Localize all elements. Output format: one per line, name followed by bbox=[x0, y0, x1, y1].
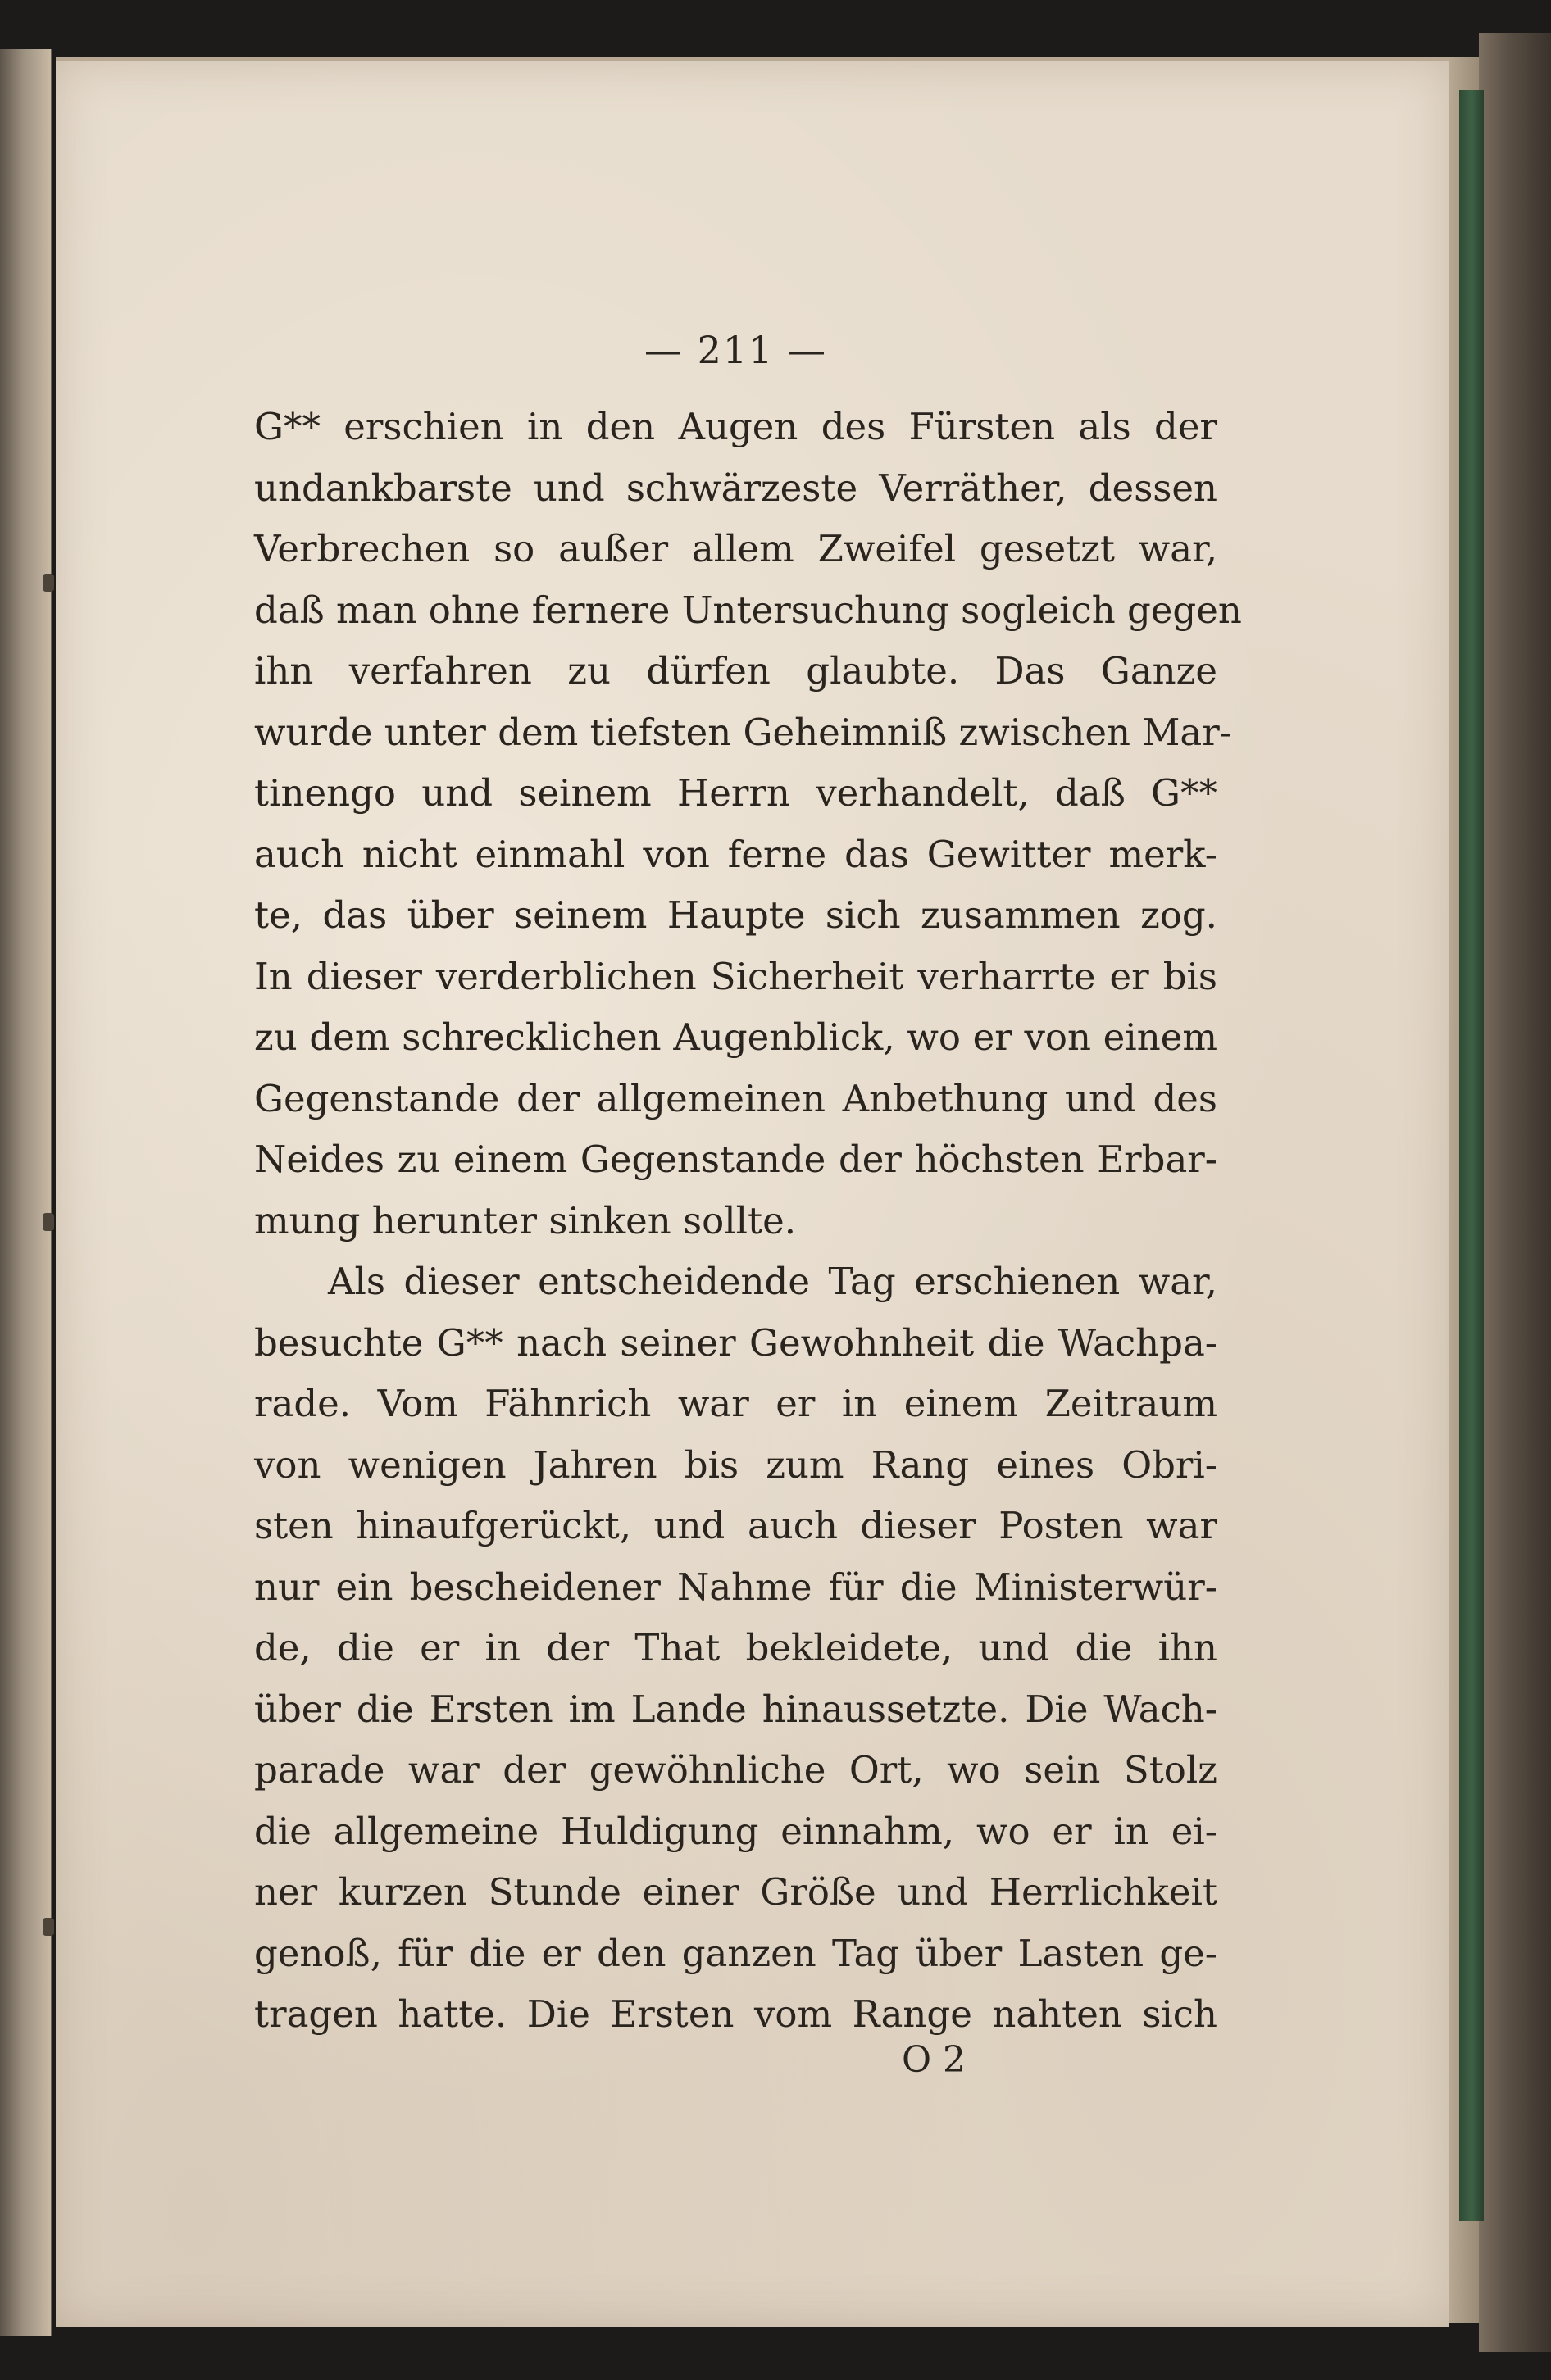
text-line: tinengo und seinem Herrn verhandelt, daß G** bbox=[254, 771, 1217, 815]
text-line: Neides zu einem Gegenstande der höchsten Erbar- bbox=[254, 1138, 1217, 1181]
text-line: daß man ohne fernere Untersuchung sogleich gegen bbox=[254, 588, 1242, 632]
text-line: mung herunter sinken sollte. bbox=[254, 1198, 797, 1242]
previous-page-edge bbox=[0, 49, 52, 2336]
text-line: über die Ersten im Lande hinaussetzte. Die Wach- bbox=[254, 1687, 1217, 1731]
text-line: zu dem schrecklichen Augenblick, wo er von einem bbox=[254, 1015, 1217, 1059]
text-line: In dieser verderblichen Sicherheit verharrte er bis bbox=[254, 954, 1217, 998]
book-binding bbox=[1479, 33, 1551, 2352]
text-line: sten hinaufgerückt, und auch dieser Posten war bbox=[254, 1504, 1217, 1547]
text-line: rade. Vom Fähnrich war er in einem Zeitraum bbox=[254, 1382, 1217, 1425]
text-line: de, die er in der That bekleidete, und die ihn bbox=[254, 1626, 1217, 1669]
text-line: Als dieser entscheidende Tag erschienen war, bbox=[328, 1260, 1217, 1303]
text-line: von wenigen Jahren bis zum Rang eines Obri- bbox=[254, 1442, 1217, 1487]
text-line: parade war der gewöhnliche Ort, wo sein Stolz bbox=[254, 1748, 1217, 1792]
text-line: tragen hatte. Die Ersten vom Range nahten sich bbox=[254, 1992, 1217, 2036]
text-line: ner kurzen Stunde einer Größe und Herrlichkeit bbox=[254, 1870, 1217, 1914]
page-text-block bbox=[254, 328, 1242, 2046]
binding-stitch bbox=[43, 1918, 54, 1936]
text-line: genoß, für die er den ganzen Tag über Lasten ge- bbox=[254, 1931, 1217, 1975]
text-line: te, das über seinem Haupte sich zusammen zog. bbox=[254, 893, 1217, 937]
text-line: Verbrechen so außer allem Zweifel gesetzt war, bbox=[254, 527, 1217, 570]
text-line: besuchte G** nach seiner Gewohnheit die Wachpa- bbox=[254, 1320, 1217, 1365]
text-line: die allgemeine Huldigung einnahm, wo er in ei- bbox=[254, 1809, 1217, 1853]
green-cover-edge bbox=[1459, 90, 1484, 2221]
text-line: undankbarste und schwärzeste Verräther, dessen bbox=[254, 466, 1217, 510]
text-line: auch nicht einmahl von ferne das Gewitter merk- bbox=[254, 832, 1217, 876]
text-line: G** erschien in den Augen des Fürsten als der bbox=[254, 405, 1217, 448]
text-line: wurde unter dem tiefsten Geheimniß zwischen Mar- bbox=[254, 710, 1232, 754]
binding-stitch bbox=[43, 1213, 54, 1231]
text-line: ihn verfahren zu dürfen glaubte. Das Ganze bbox=[254, 649, 1217, 693]
text-line: nur ein bescheidener Nahme für die Ministerwür- bbox=[254, 1565, 1217, 1609]
text-line: Gegenstande der allgemeinen Anbethung und des bbox=[254, 1076, 1217, 1120]
binding-stitch bbox=[43, 574, 54, 592]
page-number: — 211 — bbox=[644, 328, 828, 372]
signature-mark: O 2 bbox=[902, 2039, 967, 2081]
